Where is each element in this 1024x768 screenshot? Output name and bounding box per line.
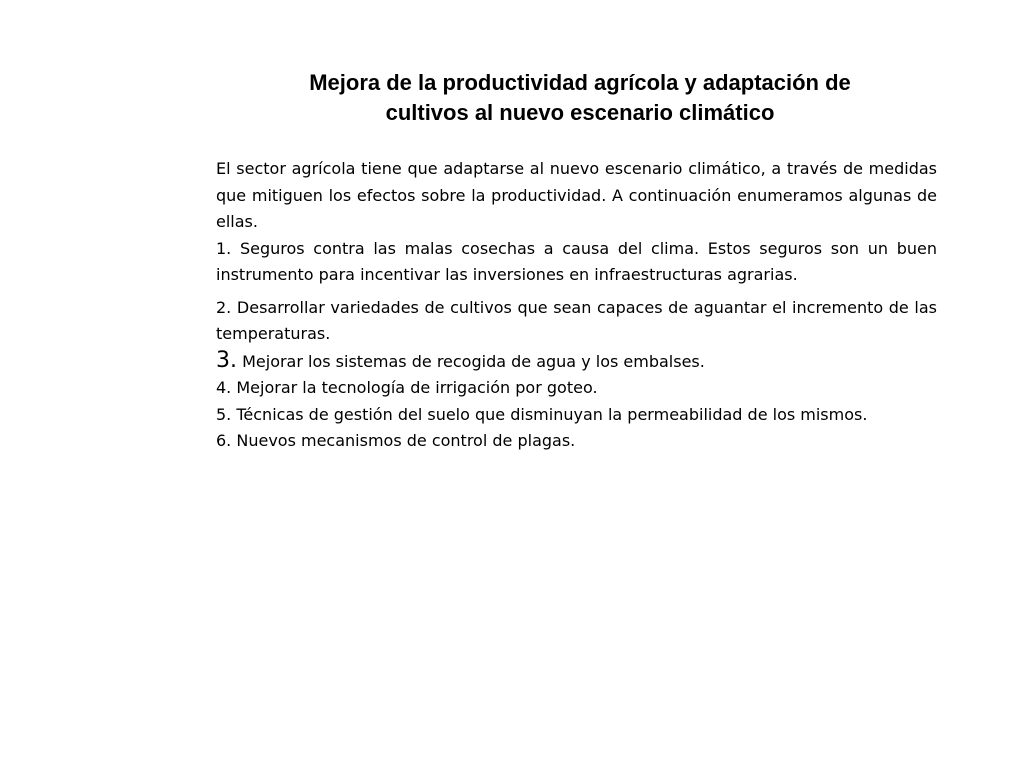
list-item-text: Mejorar la tecnología de irrigación por goteo.	[236, 378, 598, 397]
list-item-number: 5.	[216, 404, 232, 424]
list-item-text: Mejorar los sistemas de recogida de agua y los embalses.	[242, 351, 705, 371]
slide-title	[212, 68, 948, 128]
list-item-text: Seguros contra las malas cosechas a causa del clima. Estos seguros son un buen instrumento para incentivar las inversiones en infraestructuras agrarias.	[216, 238, 937, 284]
list-item-1	[216, 236, 937, 289]
list-item-text: Nuevos mecanismos de control de plagas.	[236, 431, 576, 450]
title-line-2: cultivos al nuevo escenario climático	[385, 100, 775, 125]
list-item-number: 3.	[216, 347, 237, 373]
list-item-number: 1.	[216, 238, 232, 258]
slide-body	[216, 156, 937, 455]
list-item-2	[216, 295, 937, 348]
title-line-1: Mejora de la productividad agrícola y adaptación de	[309, 70, 851, 95]
list-item-5	[216, 402, 937, 429]
intro-paragraph: El sector agrícola tiene que adaptarse al nuevo escenario climático, a través de medidas que mitiguen los efectos sobre la productividad. A continuación enumeramos algunas de ellas.	[216, 159, 937, 231]
list-item-text: Técnicas de gestión del suelo que disminuyan la permeabilidad de los mismos.	[236, 404, 868, 424]
list-item-number: 6.	[216, 431, 232, 450]
list-item-3	[216, 348, 937, 376]
list-item-4	[216, 375, 937, 402]
list-item-6	[216, 428, 937, 455]
list-item-text: Desarrollar variedades de cultivos que sean capaces de aguantar el incremento de las temperaturas.	[216, 297, 937, 343]
list-item-number: 2.	[216, 297, 232, 317]
list-item-number: 4.	[216, 378, 232, 397]
